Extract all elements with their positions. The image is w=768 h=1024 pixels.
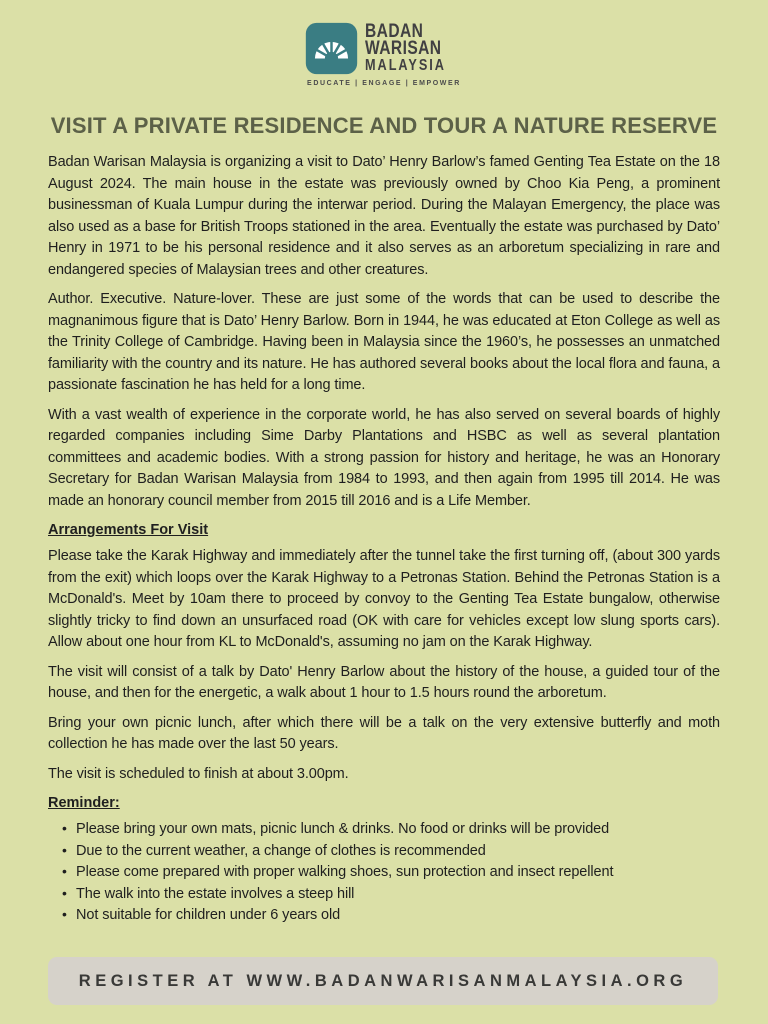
logo-tagline: EDUCATE | ENGAGE | EMPOWER [307,80,461,87]
register-text: REGISTER AT WWW.BADANWARISANMALAYSIA.ORG [78,971,688,990]
arrangements-paragraph-3: Bring your own picnic lunch, after which there will be a talk on the very extensive butterfly and moth collection he has made over the last 50 years. [48,714,720,752]
intro-paragraph-1: Badan Warisan Malaysia is organizing a visit to Dato’ Henry Barlow’s famed Genting Tea Estate on the 18 August 2024. The main house in the estate was previously owned by Choo Kia Peng, a prominent businessman of Kuala Lumpur during the interwar period. During the Malayan Emergency, the place was also used as a base for British Troops stationed in the area. Eventually the estate was purchased by Dato’ Henry in 1971 to be his personal residence and it also serves as an arboretum specializing in rare and endangered species of Malaysian trees and other creatures. [48,154,720,278]
intro-paragraph-2: Author. Executive. Nature-lover. These are just some of the words that can be used to describe the magnanimous figure that is Dato’ Henry Barlow. Born in 1944, he was educated at Eton College as well as the Trinity College of Cambridge. Having been in Malaysia since the 1960’s, he possesses an unmatched familiarity with the country and its nature. He has authored several books about the local flora and fauna, a passionate fascination he has held for a long time. [48,291,720,393]
arrangements-paragraph-1: Please take the Karak Highway and immediately after the tunnel take the first turning off, (about 300 yards from the exit) which loops over the Karak Highway to a Petronas Station. Behind the Petronas Station is a McDonald's. Meet by 10am there to proceed by convoy to the Genting Tea Estate bungalow, otherwise slightly tricky to find down an unsurfaced road (OK with care for vehicles except low slung sports cars). Allow about one hour from KL to McDonald's, assuming no jam on the Karak Highway. [48,548,720,650]
reminder-list [48,819,720,927]
fanlight-window-icon [305,22,358,75]
logo-row [305,22,464,75]
logo-word-badan: BADAN [364,21,423,42]
logo-word-warisan: WARISAN [364,37,442,59]
flyer-content [0,113,768,927]
page-title: VISIT A PRIVATE RESIDENCE AND TOUR A NATURE RESERVE [50,113,718,138]
reminder-heading: Reminder: [48,795,120,811]
logo-wordmark [364,21,446,74]
arrangements-heading: Arrangements For Visit [48,522,209,538]
reminder-item: • The walk into the estate involves a steep hill [62,884,720,906]
reminder-item: • Due to the current weather, a change of clothes is recommended [62,841,720,863]
reminder-item: • Please bring your own mats, picnic lunch & drinks. No food or drinks will be provided [62,819,720,841]
intro-paragraph-3: With a vast wealth of experience in the corporate world, he has also served on several boards of highly regarded companies including Sime Darby Plantations and HSBC as well as several plantation committees and academic bodies. With a strong passion for history and heritage, he was an Honorary Secretary for Badan Warisan Malaysia from 1984 to 1993, and then again from 1995 till 2014. He was made an honorary council member from 2015 till 2016 and is a Life Member. [48,406,720,509]
reminder-item: • Not suitable for children under 6 years old [62,905,720,927]
reminder-item: • Please come prepared with proper walking shoes, sun protection and insect repellent [62,862,720,884]
logo-word-malaysia: MALAYSIA [364,57,446,74]
arrangements-paragraph-2: The visit will consist of a talk by Dato' Henry Barlow about the history of the house, a guided tour of the house, and then for the energetic, a walk about 1 hour to 1.5 hours round the arboretum. [48,663,720,701]
badan-warisan-logo [0,0,768,87]
register-bar [48,957,718,1005]
arrangements-paragraph-4: The visit is scheduled to finish at about 3.00pm. [48,765,349,782]
